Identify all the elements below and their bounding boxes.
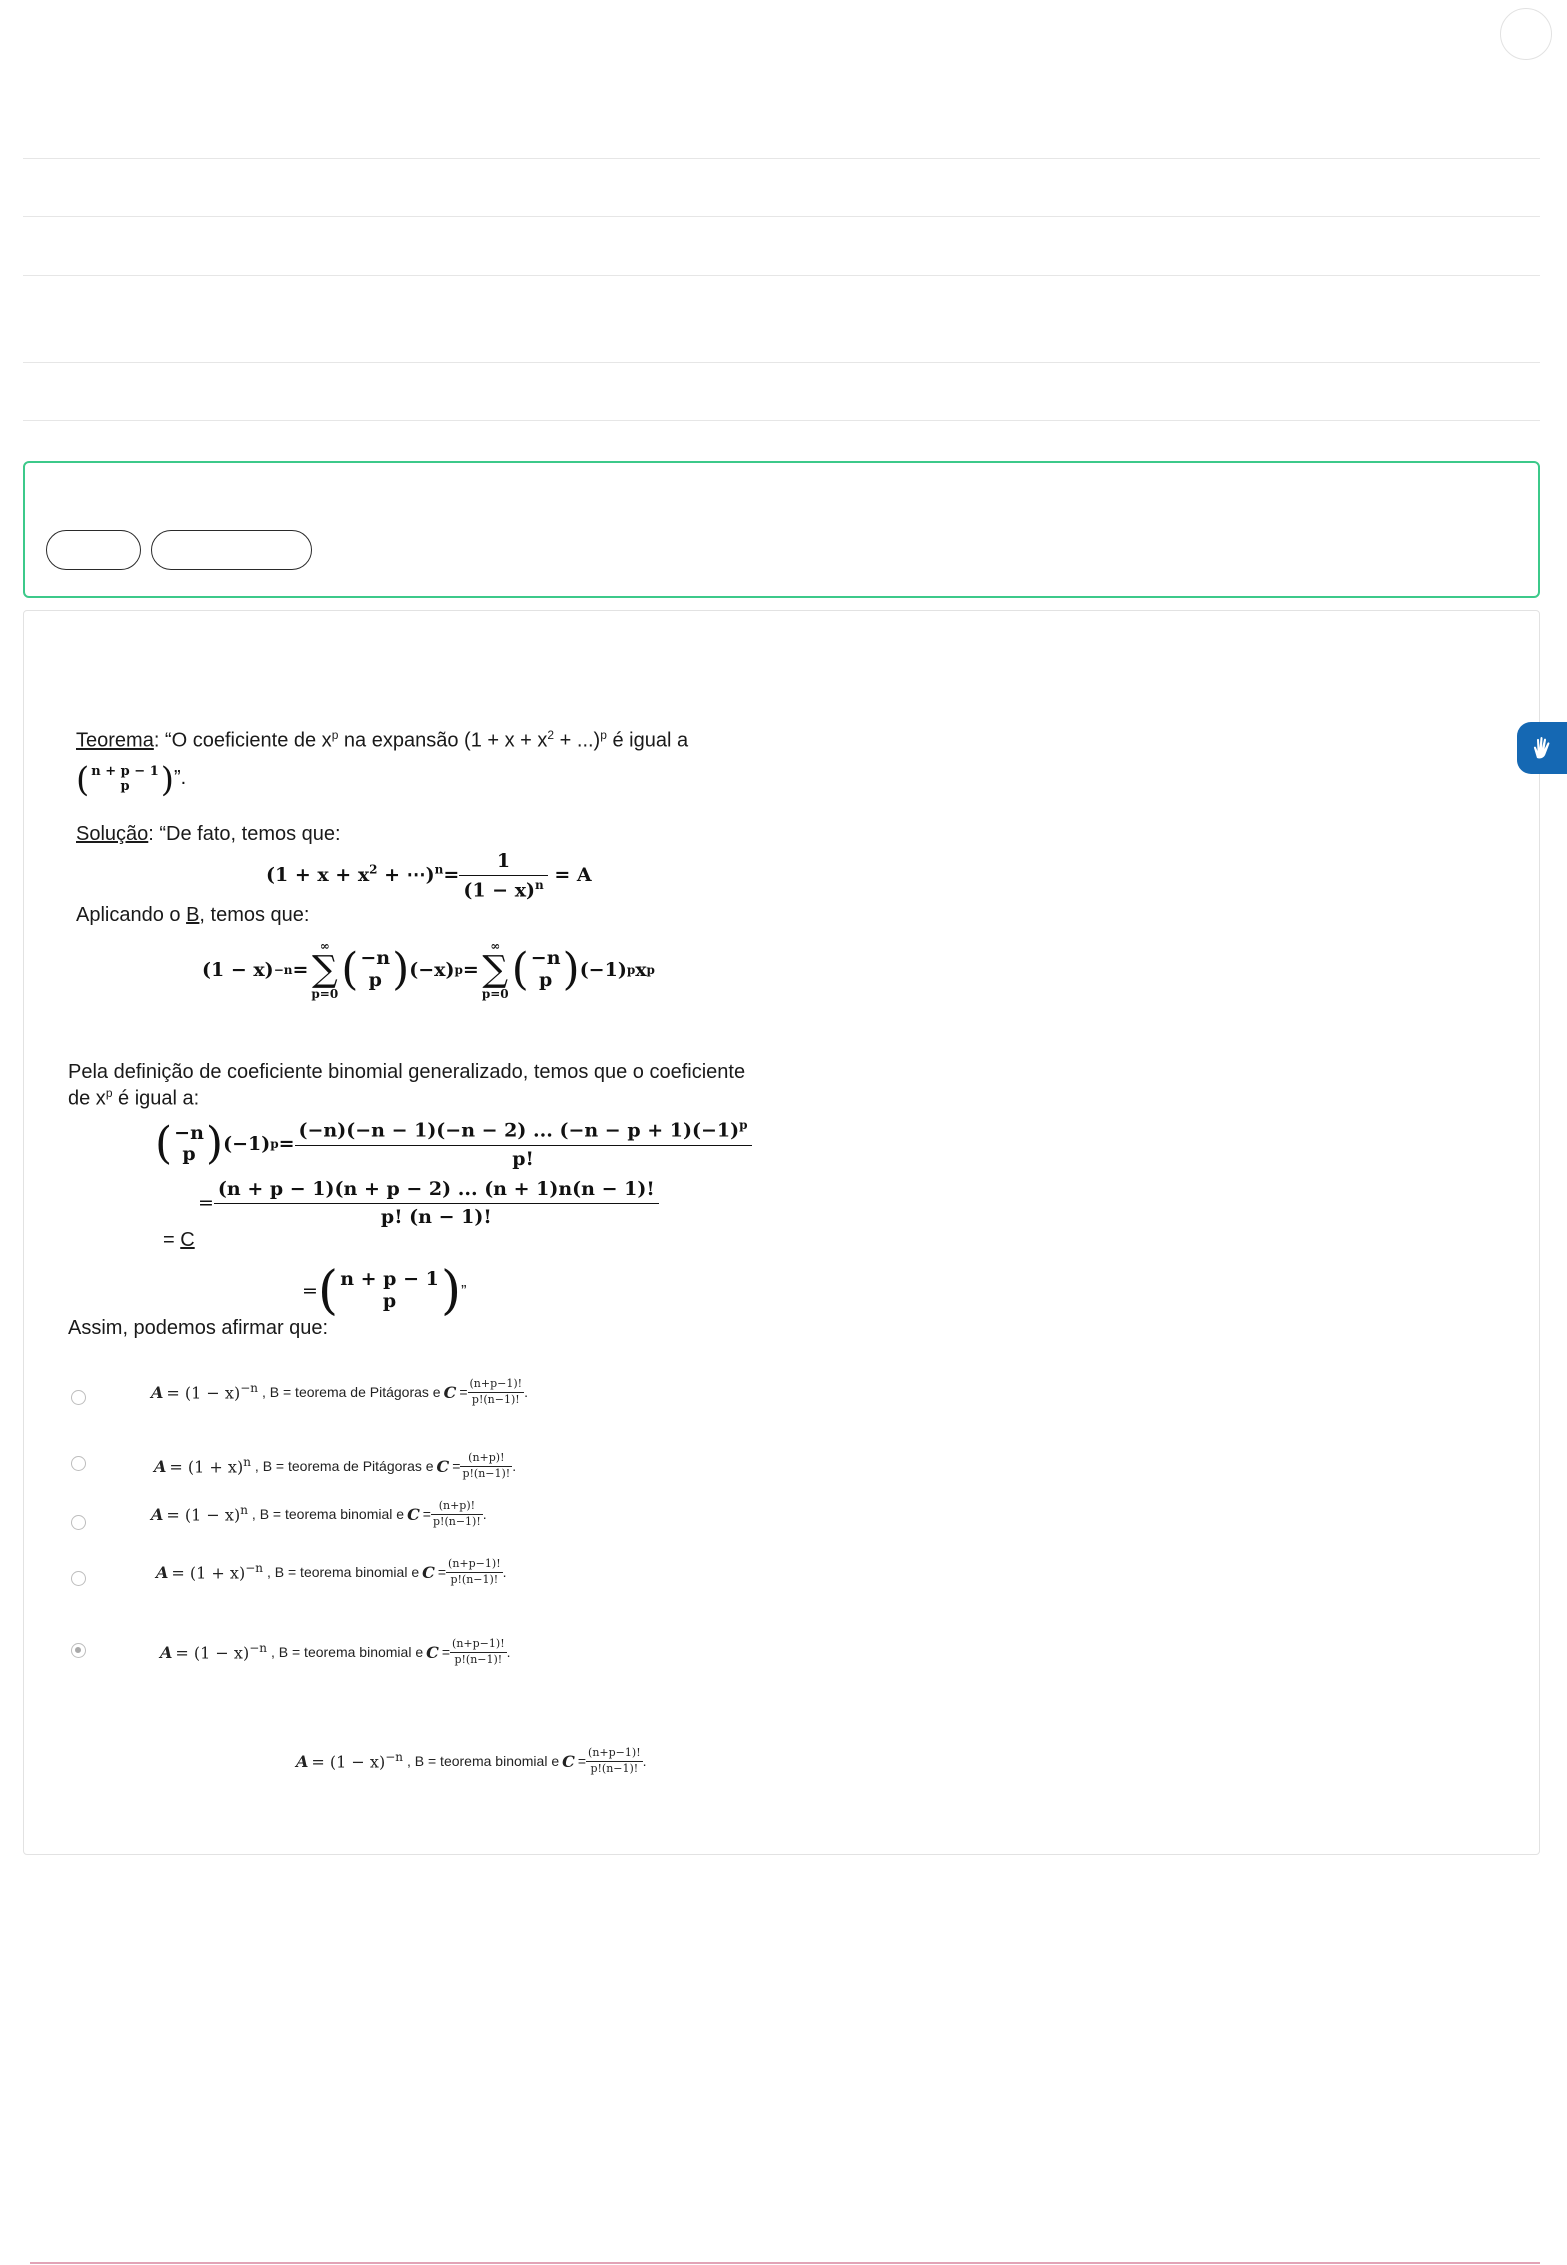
derivation-step-1: ( −n p ) (−1) p = $\frac{(-n)(-n - 1)(-n - 2) ... (-n - p + 1)(-1)^p}{p!}$ [155, 1118, 752, 1171]
derivation-step-4: = ( n + p − 1 p ) ” [302, 1261, 467, 1321]
derivation-step-2: = $\frac{(n + p - 1)(n + p - 2) ... (n + 1)n(n - 1)!}{p! (n - 1)!}$ [198, 1178, 659, 1229]
option-label-2[interactable]: A = $(1 + x)^n$ , B = teorema de Pitágoras e C = $\frac{(n+p)!}{p!(n-1)!}$ . [154, 1451, 517, 1480]
divider [23, 420, 1540, 421]
conclusion-text: Assim, podemos afirmar que: [68, 1317, 329, 1339]
option-label-4[interactable]: A = $(1 + x)^{-n}$ , B = teorema binomial e C = $\frac{(n+p-1)!}{p!(n-1)!}$ . [156, 1557, 507, 1586]
divider [23, 362, 1540, 363]
option-label-3[interactable]: A = $(1 - x)^n$ , B = teorema binomial e C = $\frac{(n+p)!}{p!(n-1)!}$ . [151, 1499, 487, 1528]
theorem-statement: Teorema: “O coeficiente de $x^p$ na expansão $(1 + x + x^2 + ...)^p$ é igual a [76, 728, 689, 752]
solution-label: Solução [76, 823, 149, 845]
option-radio-5-selected[interactable] [71, 1643, 86, 1658]
option-radio-3[interactable] [71, 1515, 86, 1530]
applying-text: Aplicando o B, temos que: [76, 904, 310, 926]
equation-2: (1 − x) −n = ∞ ∑ p=0 ( −n p ) (−x) p = ∞ ∑ p=0 ( −n p ) (−1) p x p [202, 939, 655, 1001]
option-radio-2[interactable] [71, 1456, 86, 1471]
divider [23, 158, 1540, 159]
derivation-step-3: = C [163, 1229, 195, 1251]
solution-intro: Solução: “De fato, temos que: [76, 823, 341, 845]
option-radio-4[interactable] [71, 1571, 86, 1586]
bottom-divider [30, 2262, 1540, 2264]
status-pill-button-secondary[interactable] [151, 530, 312, 570]
definition-line2: de $x^p$ é igual a: [68, 1086, 200, 1110]
definition-line1: Pela definição de coeficiente binomial generalizado, temos que o coeficiente [68, 1061, 746, 1083]
correct-answer: A = $(1 - x)^{-n}$ , B = teorema binomial e C = $\frac{(n+p-1)!}{p!(n-1)!}$ . [296, 1746, 647, 1775]
status-pill-button[interactable] [46, 530, 141, 570]
divider [23, 275, 1540, 276]
hand-sign-language-icon [1528, 734, 1556, 762]
question-content-box [23, 610, 1540, 1855]
accessibility-button[interactable] [1517, 722, 1567, 774]
option-radio-1[interactable] [71, 1390, 86, 1405]
user-avatar[interactable] [1500, 8, 1552, 60]
divider [23, 216, 1540, 217]
option-label-5[interactable]: A = $(1 - x)^{-n}$ , B = teorema binomial e C = $\frac{(n+p-1)!}{p!(n-1)!}$ . [160, 1637, 511, 1666]
theorem-label: Teorema [76, 729, 154, 752]
equation-1: ($1 + x + x^2$ + ⋯)$^n$= $\frac{1}{(1 - x)^n}$ = A [266, 850, 592, 902]
theorem-binomial: ( n + p − 1 p ) ”. [76, 760, 187, 800]
option-label-1[interactable]: A = $(1 - x)^{-n}$ , B = teorema de Pitágoras e C = $\frac{(n+p-1)!}{p!(n-1)!}$ . [151, 1377, 528, 1406]
